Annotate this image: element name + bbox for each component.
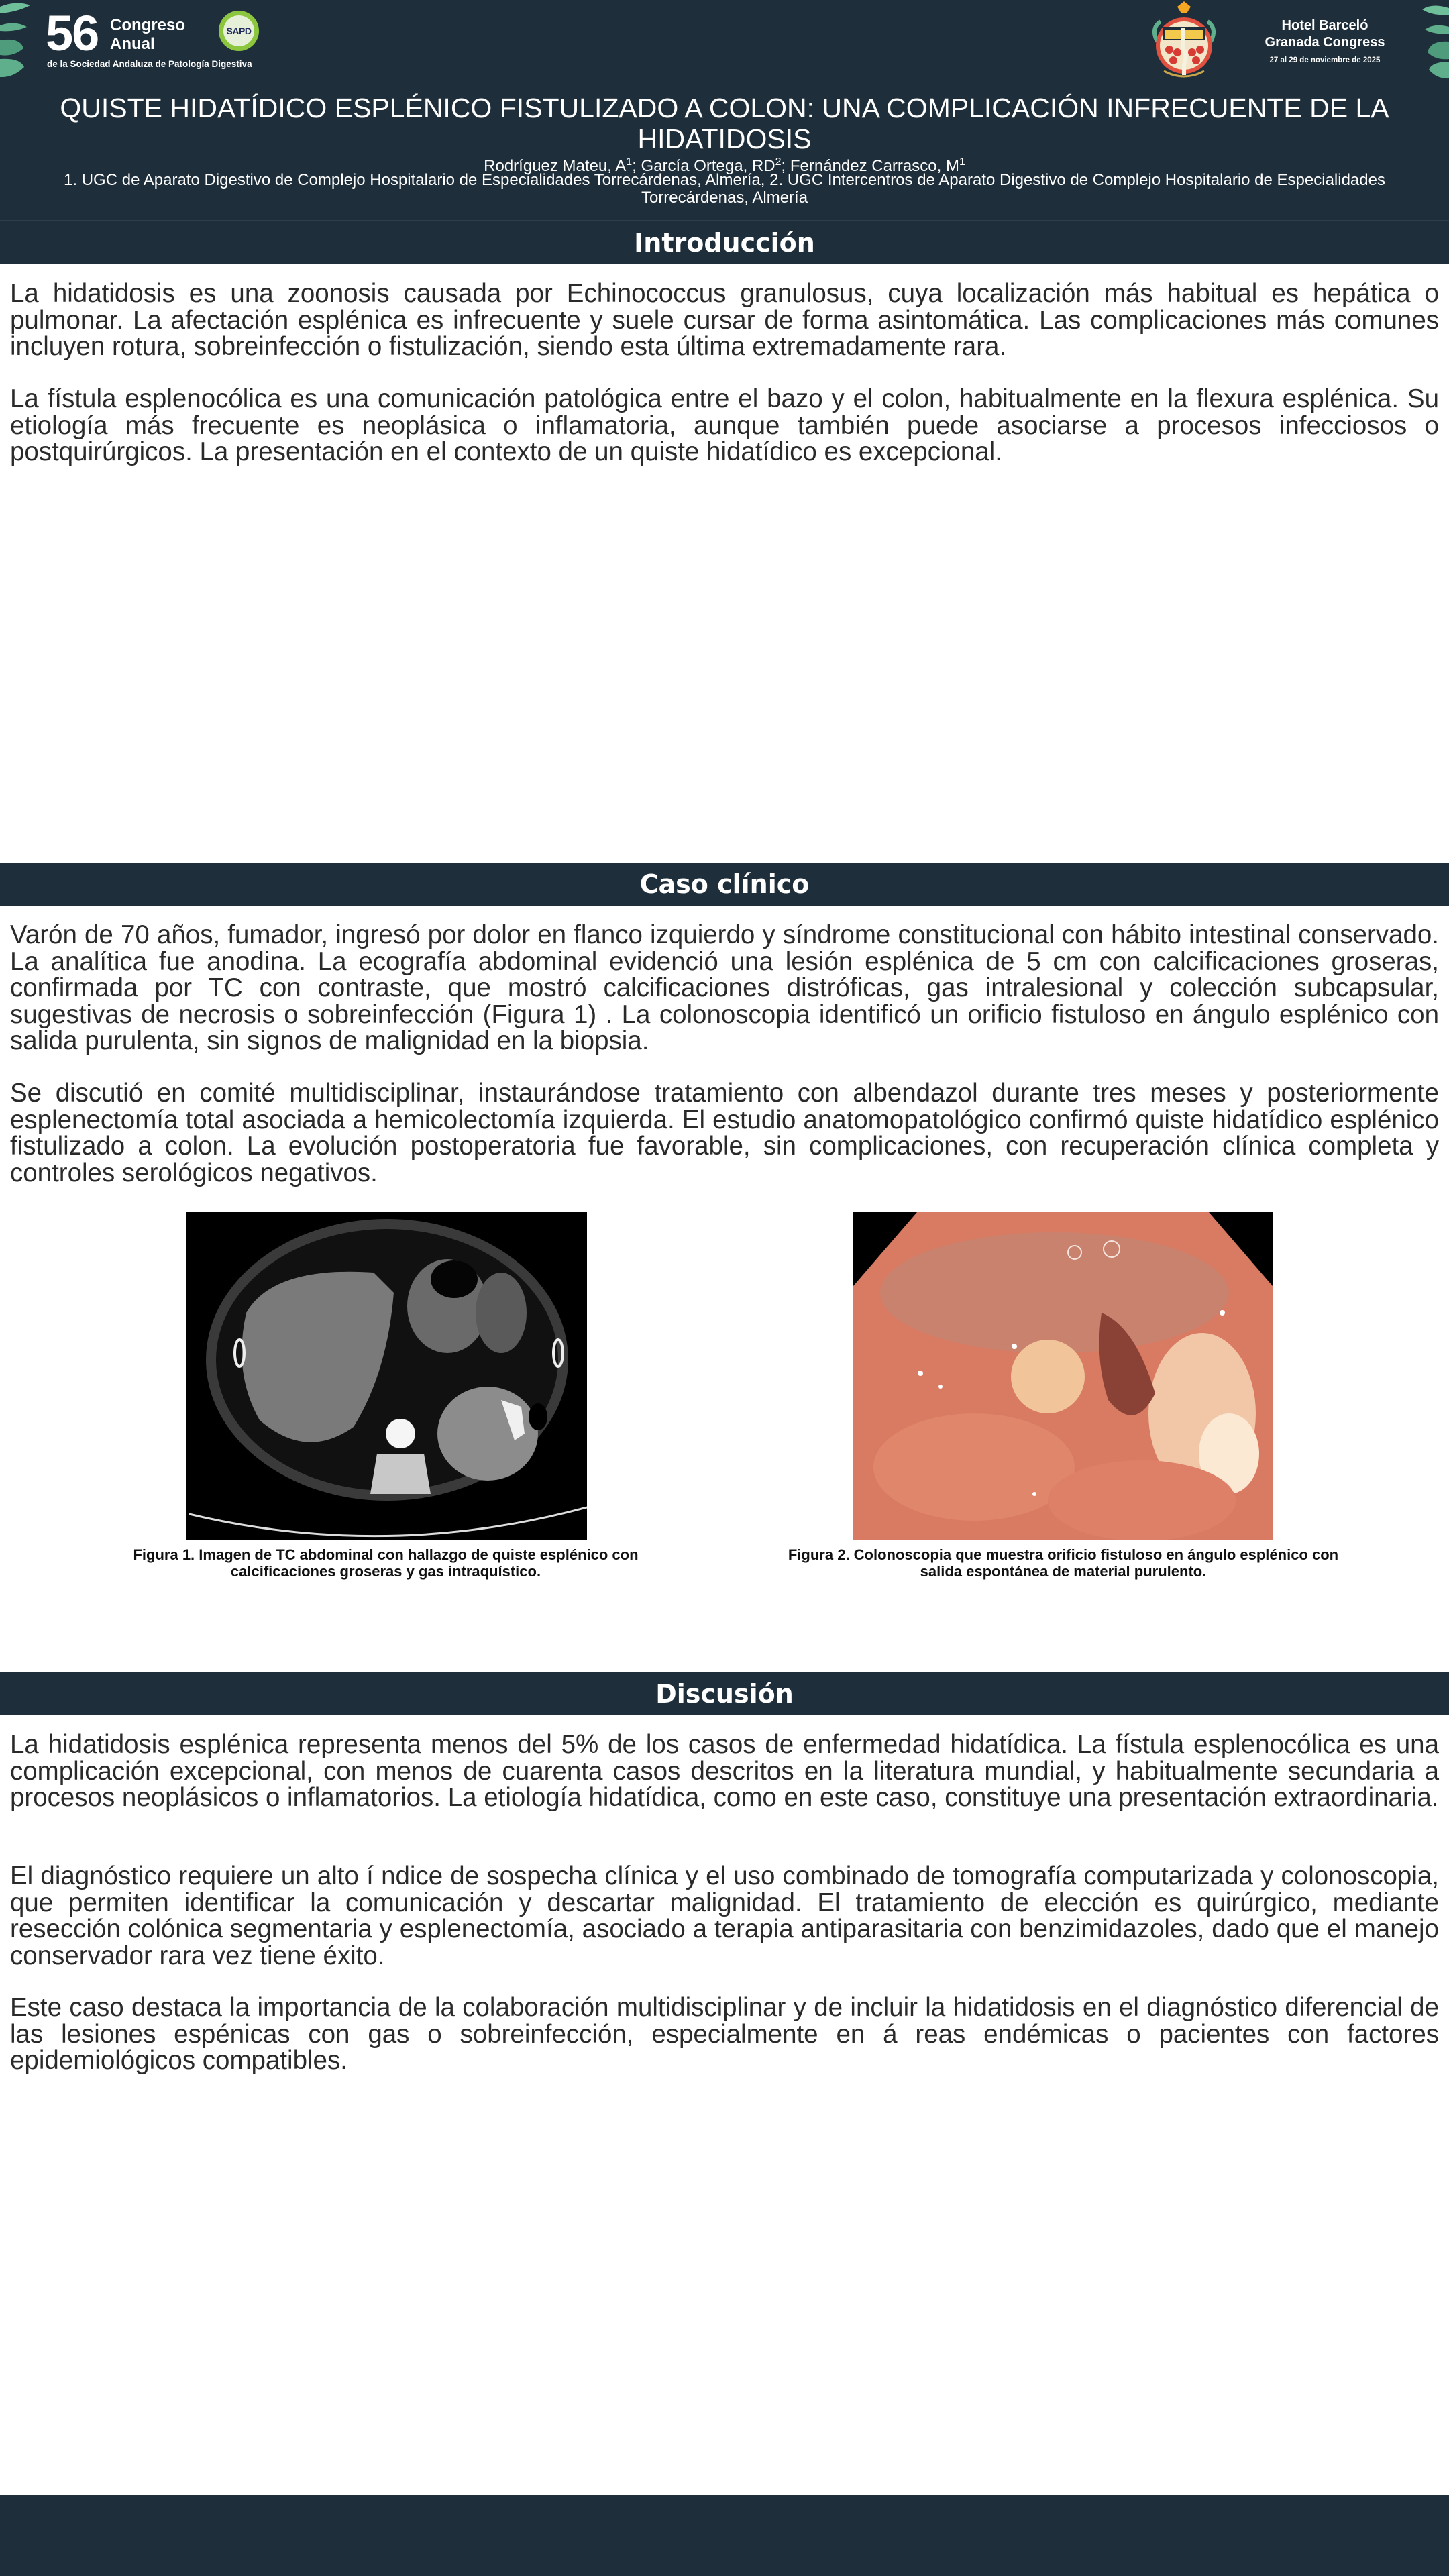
intro-paragraph-2: La fístula esplenocólica es una comunicación patológica entre el bazo y el colon, habitualmente en la flexura esplénica. Su etiología más frecuente es neoplásica o inflamatoria, aunque también puede asociarse a procesos infecciosos o postquirúrgicos. La presentación en el contexto de un quiste hidatídico es excepcional.: [10, 384, 1439, 466]
sapd-badge-text: SAPD: [223, 15, 254, 46]
section-heading-introduccion: Introducción: [0, 221, 1449, 264]
venue-info: [1248, 17, 1402, 64]
logo-number: 56: [46, 5, 99, 61]
pomegranate-emblem-icon: [1144, 1, 1224, 82]
logo-anual: Anual: [110, 35, 155, 53]
caso-paragraph-1: Varón de 70 años, fumador, ingresó por dolor en flanco izquierdo y síndrome constitucional con hábito intestinal conservado. La analítica fue anodina. La ecografía abdominal evidenció una lesión esplénica de 5 cm con calcificaciones groseras, confirmada por TC con contraste, que mostró calcificaciones distróficas, gas intralesional y colección subcapsular, sugestivas de necrosis o sobreinfección (Figura 1) . La colonoscopia identificó un orificio fistuloso en ángulo esplénico con salida purulenta, sin signos de malignidad en la biopsia.: [10, 920, 1439, 1055]
logo-society: de la Sociedad Andaluza de Patología Digestiva: [47, 59, 252, 69]
author: Fernández Carrasco, $M^1$: [790, 156, 965, 175]
figure-1-caption: Figura 1. Imagen de TC abdominal con hallazgo de quiste esplénico con calcificaciones groseras y gas intraquístico.: [133, 1546, 639, 1580]
leaf-decoration-icon: [1422, 0, 1449, 80]
discusion-paragraph-3: Este caso destaca la importancia de la colaboración multidisciplinar y de incluir la hidatidosis en el diagnóstico diferencial de las lesiones espénicas con gas o sobreinfección, especialmente en á reas endémicas o pacientes con factores epidemiológicos compatibles.: [10, 1993, 1439, 2075]
affiliations: 1. UGC de Aparato Digestivo de Complejo Hospitalario de Especialidades Torrecárdenas, Almería, 2. UGC Intercentros de Aparato Digestivo de Complejo Hospitalario de Especialidades Torrecárdenas, Almería: [64, 171, 1385, 207]
figure-2-colonoscopy-image: [853, 1212, 1273, 1540]
logo-congreso: Congreso: [110, 16, 186, 34]
discusion-paragraph-2: El diagnóstico requiere un alto í ndice de sospecha clínica y el uso combinado de tomografía computarizada y colonoscopia, que permiten identificar la comunicación y descartar malignidad. El tratamiento de elección es quirúrgico, mediante resección colónica segmentaria y esplenectomía, asociado a terapia antiparasitaria con benzimidazoles, dado que el manejo conservador rara vez tiene éxito.: [10, 1862, 1439, 1970]
discusion-paragraph-1: La hidatidosis esplénica representa menos del 5% de los casos de enfermedad hidatídica. La fístula esplenocólica es una complicación excepcional, con menos de cuarenta casos descritos en la literatura mundial, y habitualmente secundaria a procesos neoplásicos o inflamatorios. La etiología hidatídica, como en este caso, constituye una presentación extraordinaria.: [10, 1730, 1439, 1812]
poster-header: [0, 0, 1449, 220]
section-heading-caso-clinico: Caso clínico: [0, 863, 1449, 906]
figure-1-ct-image: [186, 1212, 587, 1540]
poster-footer: [0, 2496, 1449, 2576]
section-heading-discusion: Discusión: [0, 1672, 1449, 1715]
sapd-logo: [219, 11, 259, 51]
intro-paragraph-1: La hidatidosis es una zoonosis causada por Echinococcus granulosus, cuya localización más habitual es hepática o pulmonar. La afectación esplénica es infrecuente y suele cursar de forma asintomática. Las complicaciones más comunes incluyen rotura, sobreinfección o fistulización, siendo esta última extremadamente rara.: [10, 279, 1439, 361]
logo-text: [110, 16, 185, 54]
venue-dates: 27 al 29 de noviembre de 2025: [1269, 56, 1381, 64]
venue-line2: Granada Congress: [1265, 35, 1385, 50]
figure-2-caption: Figura 2. Colonoscopia que muestra orificio fistuloso en ángulo esplénico con salida espontánea de material purulento.: [788, 1546, 1339, 1580]
author: Rodríguez Mateu, $A^1$;: [484, 156, 641, 175]
caso-paragraph-2: Se discutió en comité multidisciplinar, instaurándose tratamiento con albendazol durante tres meses y posteriormente esplenectomía total asociada a hemicolectomía izquierda. El estudio anatomopatológico confirmó quiste hidatídico esplénico fistulizado a colon. La evolución postoperatoria fue favorable, sin complicaciones, con recuperación clínica completa y controles serológicos negativos.: [10, 1079, 1439, 1187]
poster-title: QUISTE HIDATÍDICO ESPLÉNICO FISTULIZADO A COLON: UNA COMPLICACIÓN INFRECUENTE DE LA HIDATIDOSIS: [60, 93, 1389, 154]
venue-line1: Hotel Barceló: [1281, 18, 1368, 33]
author: García Ortega, $RD^2$;: [641, 156, 790, 175]
leaf-decoration-icon: [0, 0, 34, 80]
